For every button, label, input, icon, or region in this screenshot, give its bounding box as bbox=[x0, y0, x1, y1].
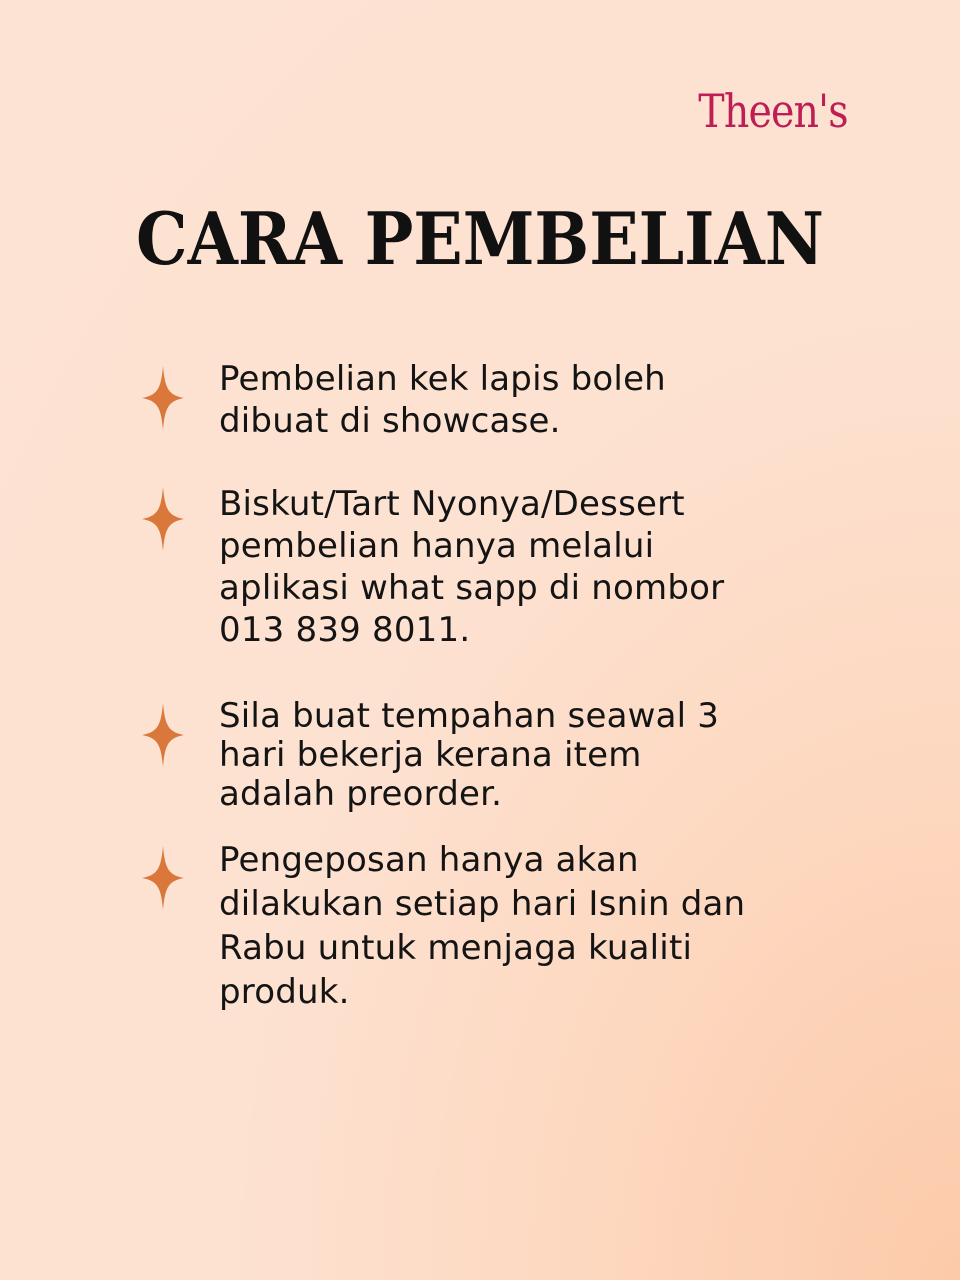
list-item-line: produk. bbox=[219, 972, 350, 1012]
list-item-line: pembelian hanya melalui bbox=[219, 526, 655, 566]
list-item-line: hari bekerja kerana item bbox=[219, 735, 642, 775]
list-item-line: dilakukan setiap hari Isnin dan bbox=[219, 884, 746, 924]
list-item-line: adalah preorder. bbox=[219, 774, 503, 814]
list-item-text bbox=[219, 358, 859, 442]
list-item-line: Pembelian kek lapis boleh bbox=[219, 359, 666, 399]
list-item-line: dibuat di showcase. bbox=[219, 401, 561, 441]
list-item-line: Sila buat tempahan seawal 3 bbox=[219, 696, 720, 736]
list-item-line: aplikasi what sapp di nombor bbox=[219, 568, 725, 608]
list-item-text bbox=[219, 697, 859, 814]
list-item-line: Pengeposan hanya akan bbox=[219, 840, 639, 880]
list-item-text bbox=[219, 838, 859, 1014]
list-item-line: 013 839 8011. bbox=[219, 610, 471, 650]
sparkle-icon bbox=[142, 487, 184, 551]
sparkle-icon bbox=[142, 846, 184, 910]
page-title: CARA PEMBELIAN bbox=[136, 196, 824, 281]
brand-logo: Theen's bbox=[698, 84, 848, 138]
list-item-line: Rabu untuk menjaga kualiti bbox=[219, 928, 693, 968]
list-item-text bbox=[219, 483, 859, 651]
list-item-line: Biskut/Tart Nyonya/Dessert bbox=[219, 484, 685, 524]
sparkle-icon bbox=[142, 703, 184, 767]
sparkle-icon bbox=[142, 366, 184, 430]
